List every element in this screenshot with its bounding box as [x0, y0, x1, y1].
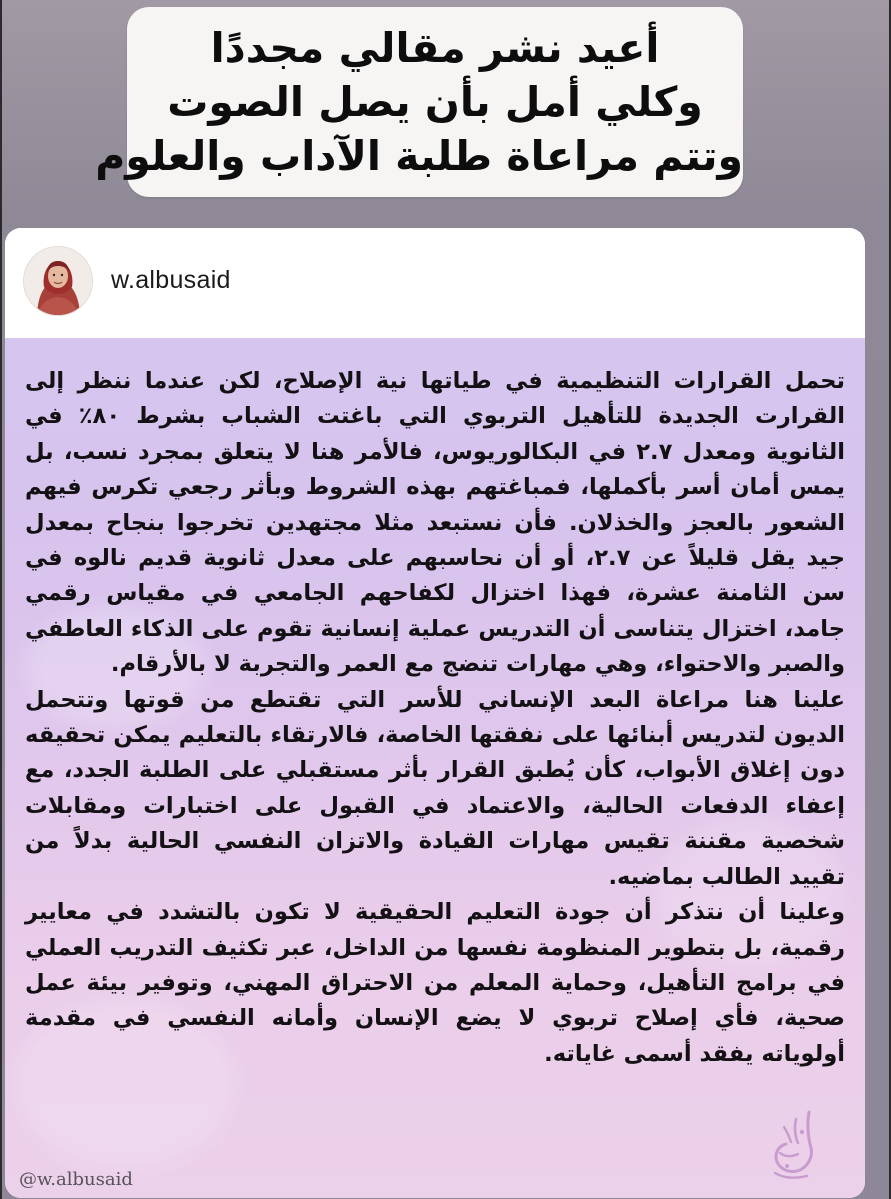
- profile-photo-icon: [24, 247, 92, 315]
- caption-line-1: أعيد نشر مقالي مجددًا: [210, 24, 660, 72]
- watermark-handle: @w.albusaid: [19, 1169, 133, 1190]
- post-username[interactable]: w.albusaid: [111, 266, 231, 294]
- avatar[interactable]: [23, 246, 93, 316]
- caption-line-3: وتتم مراعاة طلبة الآداب والعلوم: [95, 132, 743, 180]
- article-paragraph: تحمل القرارات التنظيمية في طياتها نية الإصلاح، لكن عندما ننظر إلى القرارت الجديدة للتأهيل التربوي التي باغتت الشباب بشرط ٨٠٪ في الثانوية ومعدل ٢.٧ في البكالوريوس، فالأمر هنا لا يتعلق بمجرد نسب، بل يمس أمان أسر بأكملها، فمباغتهم بهذه الشروط وبأثر رجعي تكرس فيهم الشعور بالعجز والخذلان. فأن نستبعد مثلا مجتهدين تخرجوا بنجاح بمعدل جيد يقل قليلاً عن ٢.٧، أو أن نحاسبهم على معدل ثانوية قديم نالوه في سن الثامنة عشرة، فهذا اختزال لكفاحهم الجامعي في مقياس رقمي جامد، اختزال يتناسى أن التدريس عملية إنسانية تقوم على الذكاء العاطفي والصبر والاحتواء، وهي مهارات تنضج مع العمر والتجربة لا بالأرقام.: [25, 368, 846, 678]
- signature-icon: [767, 1108, 821, 1186]
- caption-line-2: وكلي أمل بأن يصل الصوت: [167, 78, 703, 126]
- post-image: [5, 338, 865, 1198]
- article-text: [25, 364, 845, 1072]
- story-caption: [95, 7, 743, 197]
- shared-post-card[interactable]: [5, 228, 865, 1198]
- post-header[interactable]: [5, 228, 865, 338]
- article-paragraph: وعلينا أن نتذكر أن جودة التعليم الحقيقية لا تكون بالتشدد في معايير رقمية، بل بتطوير المنظومة نفسها من الداخل، عبر تكثيف التدريب العملي في برامج التأهيل، وحماية المعلم من الاحتراق المهني، وتوفير بيئة عمل صحية، فأي إصلاح تربوي لا يضع الإنسان وأمانه النفسي في مقدمة أولوياته يفقد أسمى غاياته.: [25, 899, 845, 1067]
- article-paragraph: علينا هنا مراعاة البعد الإنساني للأسر التي تقتطع من قوتها وتتحمل الديون لتدريس أبنائها على نفقتها الخاصة، فالارتقاء بالتعليم يمكن تحقيقه دون إغلاق الأبواب، كأن يُطبق القرار بأثر مستقبلي على الطلبة الجدد، مع إعفاء الدفعات الحالية، والاعتماد في القبول على اختبارات ومقابلات شخصية مقننة تقيس مهارات القيادة والاتزان النفسي الحالية بدلاً من تقييد الطالب بماضيه.: [25, 686, 845, 890]
